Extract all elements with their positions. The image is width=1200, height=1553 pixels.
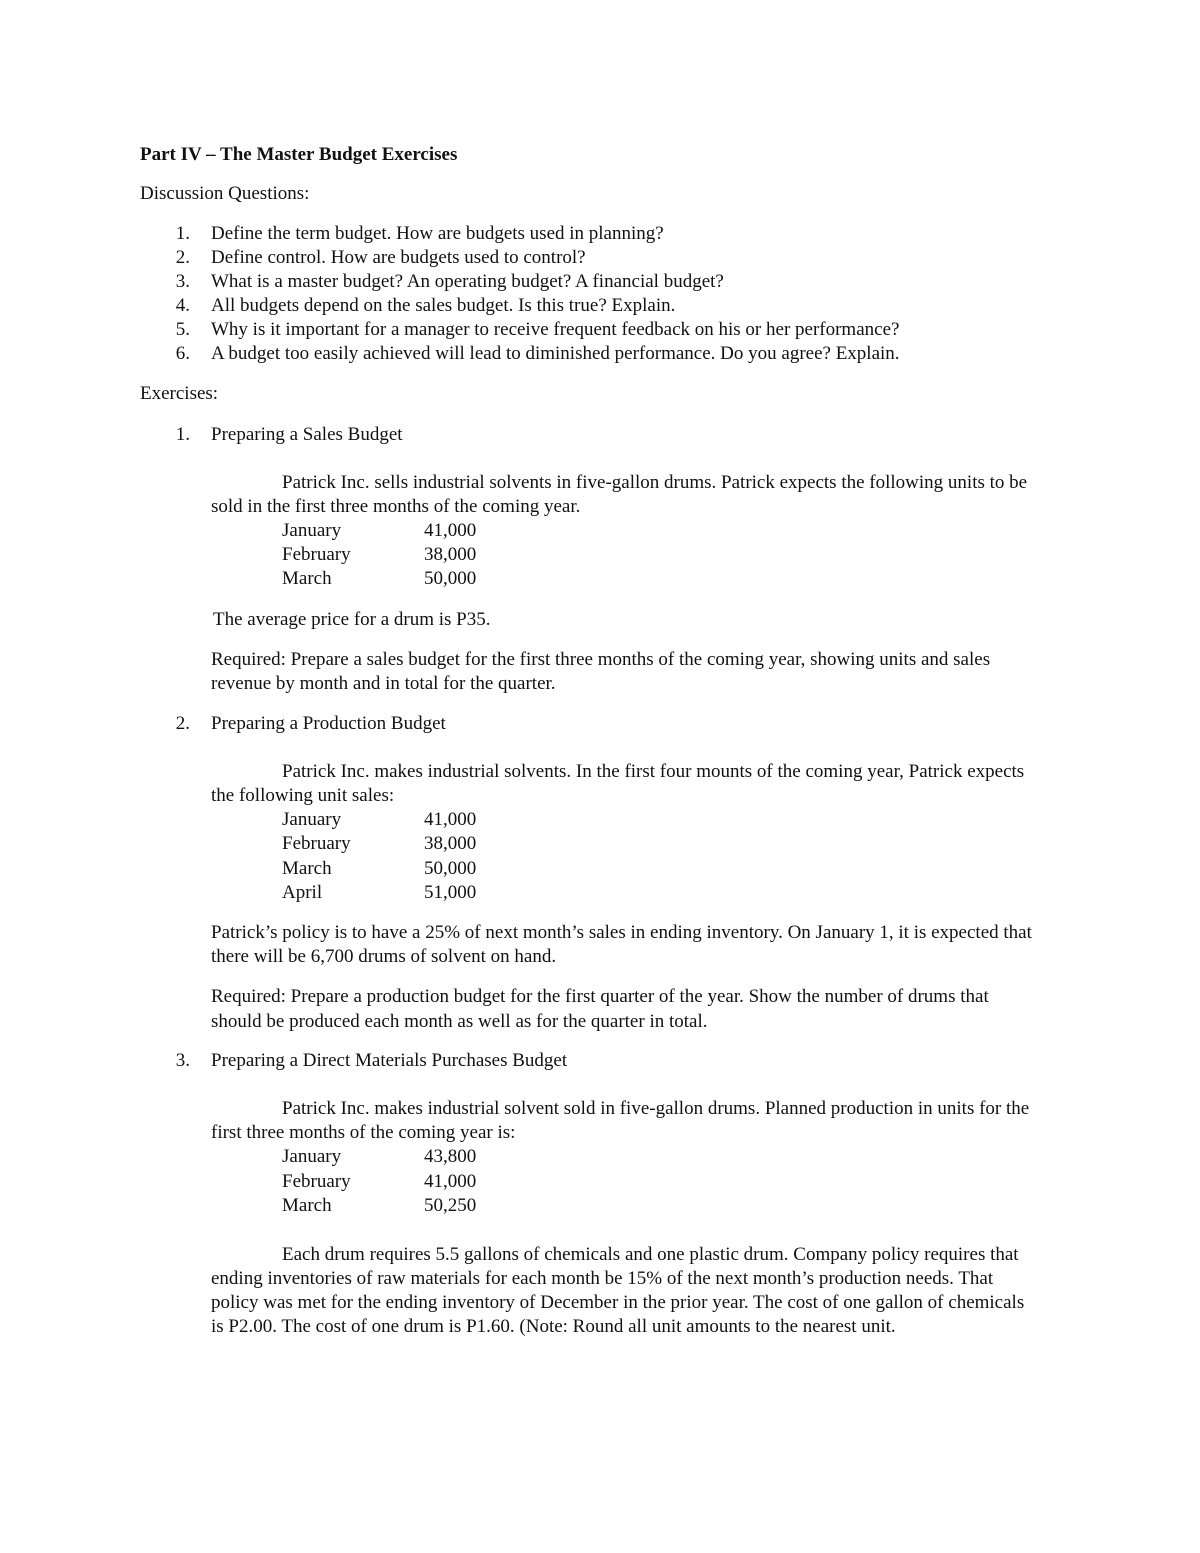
- table-cell-value: 50,000: [424, 568, 477, 589]
- table-cell-month: March: [282, 1195, 332, 1216]
- list-item-number: 2.: [175, 247, 190, 268]
- required-line: Required: Prepare a sales budget for the first three months of the coming year, showing units and sales: [211, 649, 991, 670]
- exercise-paragraph-line: Patrick Inc. makes industrial solvents. In the first four mounts of the coming year, Patrick expects: [282, 761, 1025, 782]
- table-cell-value: 41,000: [424, 809, 477, 830]
- table-cell-value: 43,800: [424, 1146, 477, 1167]
- exercise-note: The average price for a drum is P35.: [213, 609, 491, 630]
- list-item: Why is it important for a manager to receive frequent feedback on his or her performance?: [211, 319, 900, 340]
- table-cell-month: April: [282, 882, 323, 903]
- exercise-paragraph-line: Patrick Inc. sells industrial solvents in five-gallon drums. Patrick expects the following units to be: [282, 472, 1028, 493]
- exercise-paragraph-line: first three months of the coming year is:: [211, 1122, 516, 1143]
- page-title: Part IV – The Master Budget Exercises: [140, 144, 458, 165]
- exercise-paragraph-line: ending inventories of raw materials for each month be 15% of the next month’s production needs. That: [211, 1268, 994, 1289]
- required-line: revenue by month and in total for the quarter.: [211, 673, 556, 694]
- exercise-paragraph-line: Each drum requires 5.5 gallons of chemicals and one plastic drum. Company policy requires that: [282, 1244, 1019, 1265]
- list-item-number: 5.: [175, 319, 190, 340]
- exercise-number: 2.: [175, 713, 190, 734]
- exercise-paragraph-line: is P2.00. The cost of one drum is P1.60. (Note: Round all unit amounts to the nearest unit.: [211, 1316, 896, 1337]
- exercise-title: Preparing a Production Budget: [211, 713, 446, 734]
- exercise-paragraph-line: Patrick’s policy is to have a 25% of next month’s sales in ending inventory. On January 1, it is expected that: [211, 922, 1032, 943]
- exercise-paragraph-line: policy was met for the ending inventory of December in the prior year. The cost of one gallon of chemicals: [211, 1292, 1025, 1313]
- table-cell-month: March: [282, 568, 332, 589]
- exercise-paragraph-line: the following unit sales:: [211, 785, 395, 806]
- exercise-paragraph-line: Patrick Inc. makes industrial solvent sold in five-gallon drums. Planned production in units for the: [282, 1098, 1030, 1119]
- table-cell-value: 41,000: [424, 520, 477, 541]
- table-cell-value: 50,250: [424, 1195, 477, 1216]
- list-item: Define control. How are budgets used to control?: [211, 247, 586, 268]
- exercises-heading: Exercises:: [140, 383, 219, 404]
- required-line: Required: Prepare a production budget for the first quarter of the year. Show the number of drums that: [211, 986, 989, 1007]
- table-cell-month: January: [282, 520, 342, 541]
- list-item: All budgets depend on the sales budget. Is this true? Explain.: [211, 295, 676, 316]
- table-cell-month: February: [282, 1171, 351, 1192]
- list-item-number: 3.: [175, 271, 190, 292]
- table-cell-value: 50,000: [424, 858, 477, 879]
- exercise-paragraph-line: sold in the first three months of the coming year.: [211, 496, 581, 517]
- table-cell-month: February: [282, 833, 351, 854]
- exercise-title: Preparing a Sales Budget: [211, 424, 403, 445]
- table-cell-month: January: [282, 1146, 342, 1167]
- list-item: What is a master budget? An operating budget? A financial budget?: [211, 271, 724, 292]
- table-cell-value: 38,000: [424, 833, 477, 854]
- exercise-number: 3.: [175, 1050, 190, 1071]
- exercise-title: Preparing a Direct Materials Purchases Budget: [211, 1050, 568, 1071]
- list-item: A budget too easily achieved will lead to diminished performance. Do you agree? Explain.: [211, 343, 900, 364]
- list-item-number: 6.: [175, 343, 190, 364]
- table-cell-month: January: [282, 809, 342, 830]
- list-item: Define the term budget. How are budgets used in planning?: [211, 223, 664, 244]
- required-line: should be produced each month as well as for the quarter in total.: [211, 1011, 708, 1032]
- exercise-paragraph-line: there will be 6,700 drums of solvent on hand.: [211, 946, 557, 967]
- exercise-number: 1.: [175, 424, 190, 445]
- table-cell-month: February: [282, 544, 351, 565]
- table-cell-month: March: [282, 858, 332, 879]
- table-cell-value: 38,000: [424, 544, 477, 565]
- list-item-number: 1.: [175, 223, 190, 244]
- table-cell-value: 51,000: [424, 882, 477, 903]
- table-cell-value: 41,000: [424, 1171, 477, 1192]
- discussion-heading: Discussion Questions:: [140, 183, 310, 204]
- list-item-number: 4.: [175, 295, 190, 316]
